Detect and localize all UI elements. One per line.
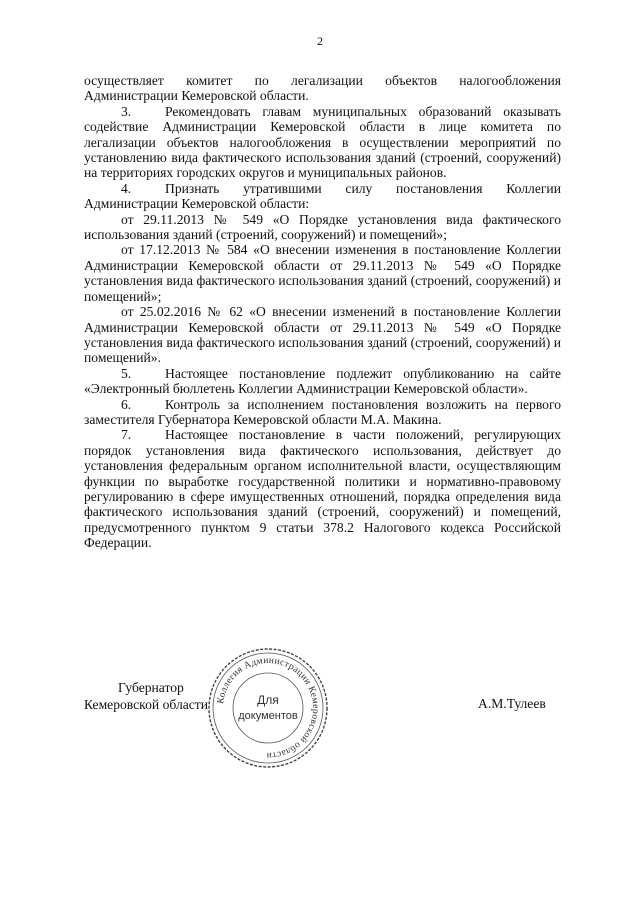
page-number: 2 bbox=[317, 34, 323, 48]
clause-text: Признать утратившими силу постановления Коллегии Администрации Кемеровской области: bbox=[84, 180, 561, 212]
clause-text: Настоящее постановление подлежит опубликованию на сайте «Электронный бюллетень Коллегии Администрации Кемеровской области». bbox=[84, 365, 561, 397]
clause-6 bbox=[84, 397, 561, 428]
stamp-ring-text: Коллегия Администрации Кемеровской области bbox=[215, 654, 322, 762]
clause-text: Контроль за исполнением постановления возложить на первого заместителя Губернатора Кемеровской области М.А. Макина. bbox=[84, 396, 561, 427]
signatory-name: А.М.Тулеев bbox=[478, 696, 546, 711]
clause-5 bbox=[84, 366, 561, 397]
signatory-title bbox=[84, 679, 208, 713]
clause-4 bbox=[84, 181, 561, 212]
stamp-center-ring bbox=[233, 673, 303, 743]
signatory-title-line2: Кемеровской области bbox=[84, 697, 209, 712]
clause-number: 5. bbox=[121, 365, 132, 381]
clause-number: 4. bbox=[121, 180, 132, 196]
clause-number: 3. bbox=[121, 103, 132, 119]
signatory-title-line1: Губернатор bbox=[118, 680, 184, 695]
repealed-item: от 29.11.2013 № 549 «О Порядке установления вида фактического использования зданий (строений, сооружений) и помещений»; bbox=[84, 211, 561, 243]
continuation-paragraph: осуществляет комитет по легализации объектов налогообложения Администрации Кемеровской области. bbox=[84, 73, 561, 104]
document-body bbox=[84, 73, 561, 551]
stamp-outer-ring bbox=[209, 649, 327, 767]
repealed-item: от 17.12.2013 № 584 «О внесении изменения в постановление Коллегии Администрации Кемеровской области от 29.11.2013 № 549 «О Порядке установления вида фактического использования зданий (строений, сооружений) и помещений»; bbox=[84, 242, 561, 304]
clause-number: 7. bbox=[121, 427, 132, 443]
clause-7 bbox=[84, 427, 561, 550]
clause-text: Рекомендовать главам муниципальных образований оказывать содействие Администрации Кемеровской области в лице комитета по легализации объектов налогообложения в осуществлении мероприятий по установлению вида фактического использования зданий (строений, сооружений) на территориях городских округов и муниципальных районов. bbox=[84, 103, 561, 181]
clause-text: Настоящее постановление в части положений, регулирующих порядок установления вида фактического использования, действует до установления федеральным органом исполнительной власти, осуществляющим функции по выработке государственной политики и нормативно-правовому регулированию в сфере имущественных отношений, порядка определения вида фактического использования зданий (строений, сооружений) и помещений, предусмотренного пунктом 9 статьи 378.2 Налогового кодекса Российской Федерации. bbox=[84, 427, 561, 551]
stamp-inner-ring bbox=[213, 653, 323, 763]
stamp-center-line2: документов bbox=[238, 710, 298, 722]
stamp-center-line1: Для bbox=[257, 693, 279, 707]
official-stamp bbox=[206, 646, 330, 770]
repealed-item: от 25.02.2016 № 62 «О внесении изменений в постановление Коллегии Администрации Кемеровской области от 29.11.2013 № 549 «О Порядке установления вида фактического использования зданий (строений, сооружений) и помещений». bbox=[84, 304, 561, 366]
clause-3 bbox=[84, 104, 561, 181]
clause-number: 6. bbox=[121, 396, 132, 412]
